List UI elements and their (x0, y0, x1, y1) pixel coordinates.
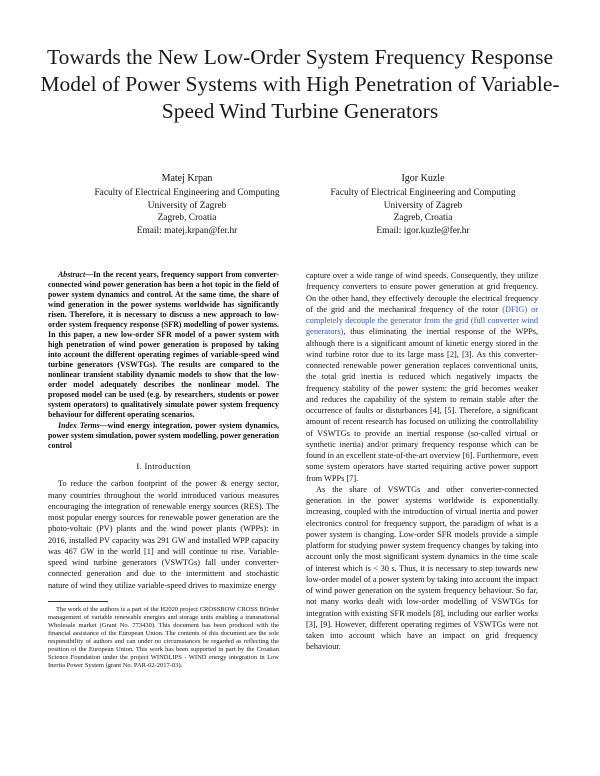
body-paragraph: As the share of VSWTGs and other converter-connected generation in the power systems worldwide is exponentially increasing, coupled with the introduction of virtual inertia and power electronics control for frequency support, the paradigm of what is a power system is changing. Low-order SFR models provide a simple platform for studying power system frequency changes by taking into account only the most significant system dynamics in the time scale of interest which is < 30 s. Thus, it is necessary to step towards new low-order model of a power system by taking into account the impact of wind power generation on the system frequency behaviour. So far, not many works dealt with low-order modelling of VSWTGs for integration with existing SFR models [8], including our earlier works [3], [9]. However, different operating regimes of VSWTGs were not taken into account which have an impact on grid frequency behaviour. (306, 484, 538, 652)
abstract-text: —In the recent years, frequency support from converter-connected wind power generation has been a hot topic in the field of power system dynamics and control. At the same time, the share of wind generation in the power systems worldwide has significantly risen. Therefore, it is necessary to discuss a new approach to low-order system frequency response (SFR) modelling of power systems. In this paper, a new low-order SFR model of a power system with high penetration of wind power generation is proposed by taking into account the different operating regimes of variable-speed wind turbine generators (VSWTGs). The results are compared to the nonlinear transient stability dynamic models to show that the low-order model adequately describes the nonlinear model. The proposed model can be used (e.g. by researchers, students or power system operators) to qualitatively simulate power system frequency behaviour for different operating scenarios. (48, 270, 279, 419)
author-university: University of Zagreb (147, 200, 227, 211)
index-terms-label: Index Terms (58, 421, 100, 430)
author-email: Email: matej.krpan@fer.hr (136, 226, 238, 237)
author-name: Igor Kuzle (401, 173, 445, 184)
body-paragraph (306, 270, 538, 484)
right-column (306, 270, 538, 653)
author-affiliation: Faculty of Electrical Engineering and Computing (94, 187, 280, 198)
left-column (48, 270, 279, 671)
author-block-1 (62, 173, 312, 238)
author-university: University of Zagreb (383, 200, 463, 211)
intro-paragraph: To reduce the carbon footprint of the power & energy sector, many countries throughout the world introduced various measures encouraging the integration of renewable energy sources (RES). The most popular energy sources for renewable power generation are the photo-voltaic (PV) plants and the wind power plants (WPPs): in 2016, installed PV capacity was 291 GW and installed WPP capacity was 467 GW in the world [1] and will continue to rise. Variable-speed wind turbine generators (VSWTGs) fall under converter-connected generation and due to the intermittent and stochastic nature of wind they utilize variable-speed drives to maximize energy (48, 479, 279, 590)
index-terms (48, 421, 279, 451)
abstract (48, 270, 279, 420)
index-terms-text: —wind energy integration, power system dynamics, power system simulation, power system modelling, power generation control (48, 421, 279, 450)
author-name: Matej Krpan (161, 173, 213, 184)
author-block-2 (298, 173, 548, 238)
abstract-label: Abstract (58, 270, 86, 279)
section-heading-introduction: I. Introduction (136, 461, 191, 471)
author-affiliation: Faculty of Electrical Engineering and Computing (330, 187, 516, 198)
hyperlinked-text[interactable]: (DFIG) or completely decouple the generator from the grid (full converter wind generators) (306, 304, 539, 337)
author-location: Zagreb, Croatia (393, 213, 453, 224)
body-text: , thus eliminating the inertial response of the WPPs, although there is a significant amount of kinetic energy stored in the wind turbine rotor due to its large mass [2], [3]. As this converter-connected renewable power generation replaces conventional units, the total grid inertia is reduced which negatively impacts the frequency stability of the power system: the grid becomes weaker and reduces the capability of the system to remain stable after the occurrence of faults or disturbances [4], [5]. Therefore, a significant amount of recent research has focused on utilizing the controllability of VSWTGs to provide an inertial response (so-called virtual or synthetic inertia) and/or primary frequency response which can be found in an excellent state-of-the-art overview [6]. Furthermore, even some system operators have started requiring active power support from WPPs [7]. (306, 327, 538, 483)
author-email: Email: igor.kuzle@fer.hr (376, 226, 470, 237)
funding-footnote: The work of the authors is a part of the H2020 project CROSSBOW CROSS BOrder management of variable renewable energies and storage units enabling a transnational Wholesale market (Grant No. 773430). This document has been produced with the financial assistance of the European Union. The contents of this document are the sole responsibility of authors and can under no circumstances be regarded as reflecting the position of the European Union. This work has been supported in part by the Croatian Science Foundation under the project WINDLIPS - WIND energy integration in Low Inertia Power System (grant No. PAR-02-2017-03). (48, 605, 279, 670)
body-text: capture over a wide range of wind speeds. Consequently, they utilize frequency converters to ensure power generation at grid frequency. On the other hand, they effectively decouple the electrical frequency of the grid and the mechanical frequency of the rotor (306, 271, 538, 314)
paper-title: Towards the New Low-Order System Frequency Response Model of Power Systems with High Penetration of Variable-Speed Wind Turbine Generators (40, 45, 560, 123)
footnote-divider (48, 601, 108, 602)
author-location: Zagreb, Croatia (157, 213, 217, 224)
